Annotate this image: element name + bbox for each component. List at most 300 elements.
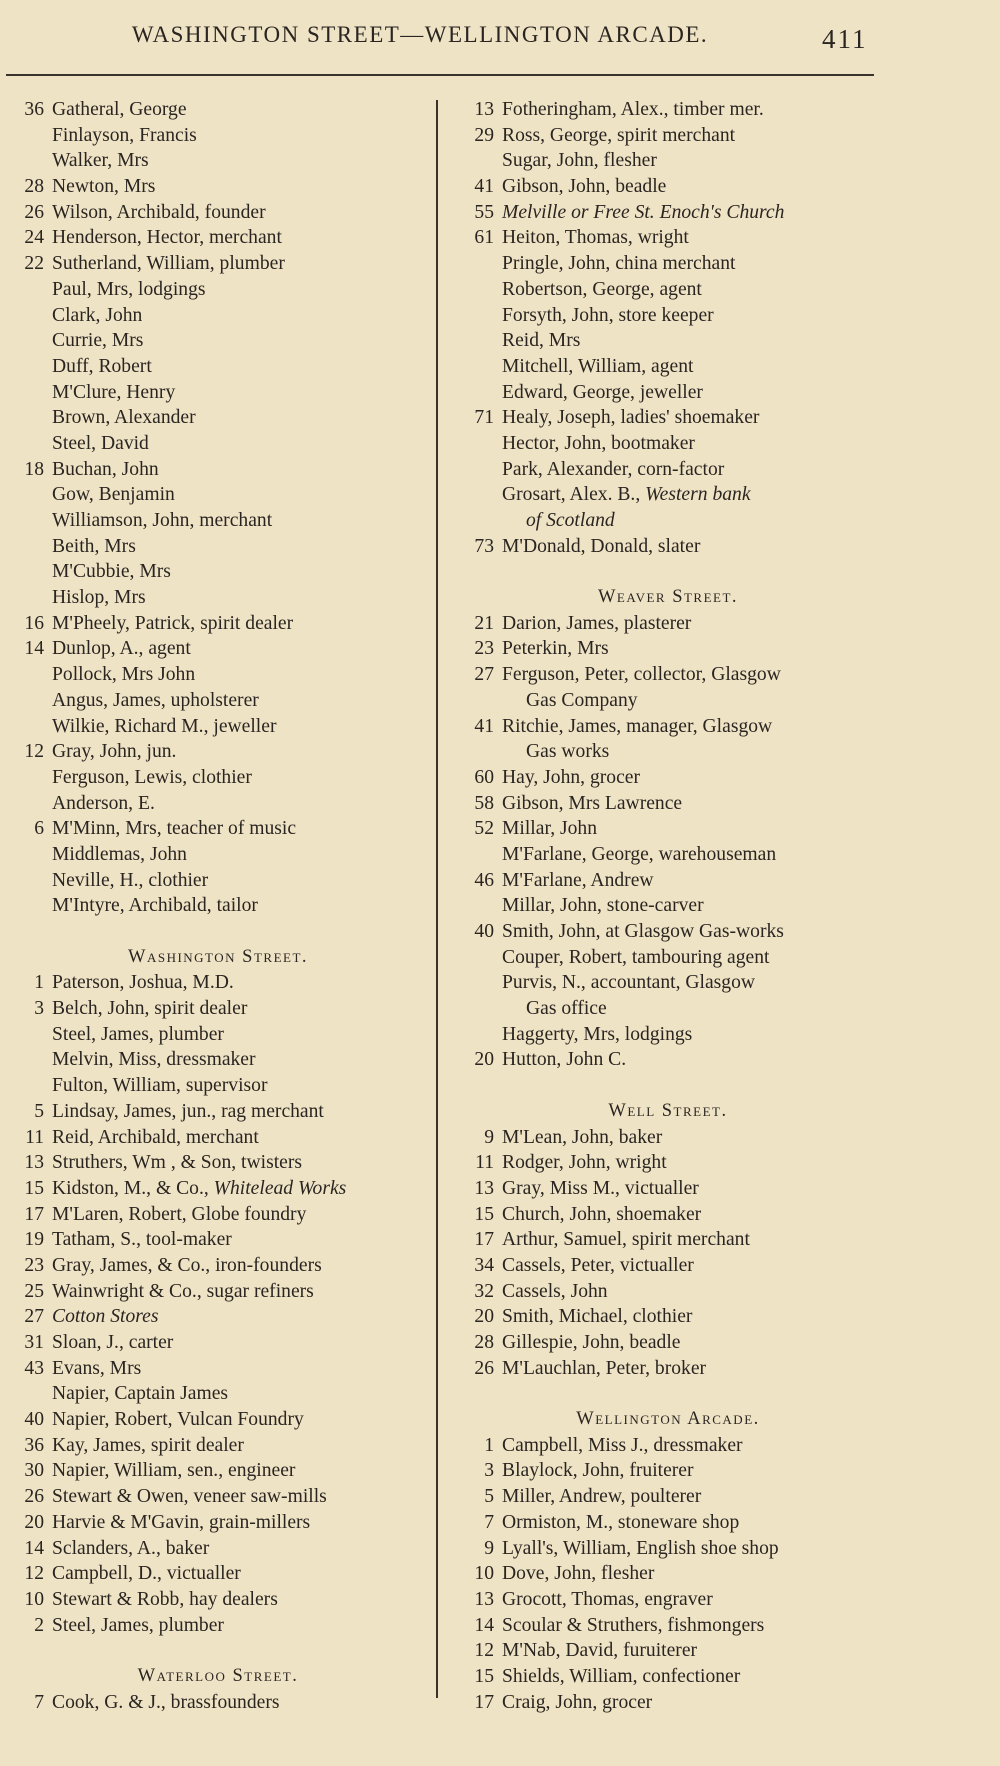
- entry-name: Park, Alexander, corn-factor: [502, 458, 725, 480]
- spacer: [458, 559, 878, 585]
- directory-entry: [458, 1227, 878, 1253]
- directory-entry: [8, 1202, 428, 1228]
- house-number: [8, 303, 44, 329]
- house-number: 27: [474, 664, 494, 686]
- entry-text: [494, 328, 580, 354]
- house-number: 36: [24, 99, 44, 120]
- entry-name: Forsyth, John, store keeper: [502, 304, 714, 326]
- house-number: 16: [24, 612, 44, 634]
- house-number: 14: [24, 638, 44, 660]
- entry-text: [44, 174, 155, 200]
- house-number: [458, 328, 494, 354]
- house-number: 40: [24, 1409, 44, 1431]
- entry-continuation: [458, 996, 878, 1022]
- house-number: 13: [474, 99, 494, 120]
- entry-continuation: [458, 508, 878, 534]
- entry-text: [494, 1664, 740, 1690]
- entry-text: [44, 893, 258, 919]
- house-number: [8, 431, 44, 457]
- entry-text: [44, 714, 276, 740]
- entry-name: M'Laren, Robert, Globe foundry: [52, 1203, 307, 1225]
- entry-name: Gow, Benjamin: [52, 484, 175, 506]
- entry-text: [44, 1125, 259, 1151]
- directory-entry: [458, 1253, 878, 1279]
- entry-text: [44, 1047, 256, 1073]
- entry-name: Haggerty, Mrs, lodgings: [502, 1023, 693, 1045]
- house-number: 10: [474, 1563, 494, 1585]
- directory-entry: [8, 893, 428, 919]
- directory-entry: [458, 380, 878, 406]
- house-number: [8, 482, 44, 508]
- house-number: [8, 688, 44, 714]
- entry-continuation: [458, 739, 878, 765]
- entry-text: [494, 945, 769, 971]
- entry-text: [494, 405, 759, 431]
- entry-name: Currie, Mrs: [52, 330, 144, 352]
- house-number: 30: [24, 1460, 44, 1482]
- house-number: 60: [474, 766, 494, 788]
- house-number: [458, 842, 494, 868]
- entry-text: [494, 868, 654, 894]
- entry-text: [44, 791, 155, 817]
- entry-text: [494, 893, 704, 919]
- directory-entry: [458, 148, 878, 174]
- entry-name: Wilson, Archibald, founder: [52, 201, 266, 223]
- entry-text: [44, 1022, 224, 1048]
- entry-text: [494, 1484, 701, 1510]
- directory-entry: [8, 1150, 428, 1176]
- house-number: 58: [474, 792, 494, 814]
- house-number: [458, 688, 494, 714]
- directory-entry: [458, 328, 878, 354]
- house-number: [458, 945, 494, 971]
- directory-entry: [8, 1047, 428, 1073]
- directory-entry: [458, 919, 878, 945]
- spacer: [458, 1381, 878, 1407]
- directory-entry: [458, 765, 878, 791]
- entry-name: Church, John, shoemaker: [502, 1203, 702, 1225]
- house-number: [8, 148, 44, 174]
- entry-text: [44, 1176, 346, 1202]
- entry-name: Cassels, John: [502, 1280, 608, 1302]
- house-number: 18: [24, 458, 44, 480]
- directory-entry: [458, 251, 878, 277]
- entry-name: Sugar, John, flesher: [502, 150, 657, 172]
- entry-text: [494, 482, 751, 508]
- entry-name: M'Lauchlan, Peter, broker: [502, 1357, 707, 1379]
- entry-name: Ormiston, M., stoneware shop: [502, 1511, 740, 1533]
- entry-text: [494, 1304, 692, 1330]
- house-number: [8, 354, 44, 380]
- entry-name: Steel, David: [52, 432, 149, 454]
- entry-text: [44, 200, 266, 226]
- directory-entry: [458, 945, 878, 971]
- entry-text: [44, 816, 296, 842]
- directory-entry: [8, 97, 428, 123]
- entry-name: Hislop, Mrs: [52, 587, 146, 609]
- directory-entry: [458, 1458, 878, 1484]
- directory-entry: [458, 482, 878, 508]
- house-number: 17: [474, 1229, 494, 1251]
- entry-name: Henderson, Hector, merchant: [52, 227, 282, 249]
- entry-text: [44, 662, 195, 688]
- entry-name: Williamson, John, merchant: [52, 510, 273, 531]
- entry-name: Darion, James, plasterer: [502, 612, 692, 634]
- entry-name: Gas works: [526, 741, 610, 763]
- entry-text: [44, 482, 175, 508]
- header-rule: [6, 74, 874, 76]
- entry-name: Healy, Joseph, ladies' shoemaker: [502, 407, 760, 429]
- house-number: [8, 1381, 44, 1407]
- directory-entry: [8, 996, 428, 1022]
- entry-text: [44, 1150, 302, 1176]
- house-number: [8, 1022, 44, 1048]
- entry-name: Blaylock, John, fruiterer: [502, 1460, 694, 1482]
- entry-text: [44, 534, 136, 560]
- entry-text: [44, 1304, 159, 1330]
- entry-name: M'Intyre, Archibald, tailor: [52, 895, 258, 917]
- house-number: 41: [474, 176, 494, 198]
- entry-text: [494, 970, 755, 996]
- directory-entry: [458, 1561, 878, 1587]
- directory-entry: [8, 585, 428, 611]
- entry-name: Neville, H., clothier: [52, 869, 209, 891]
- house-number: [8, 405, 44, 431]
- entry-name: Beith, Mrs: [52, 535, 136, 557]
- entry-text: [494, 225, 689, 251]
- directory-entry: [8, 380, 428, 406]
- entry-name: Hector, John, bootmaker: [502, 432, 695, 454]
- directory-entry: [458, 842, 878, 868]
- entry-text: [44, 354, 152, 380]
- entry-text: [494, 1690, 652, 1716]
- entry-name: Paterson, Joshua, M.D.: [52, 972, 234, 994]
- spacer: [8, 919, 428, 945]
- entry-name: Scoular & Struthers, fishmongers: [502, 1614, 765, 1636]
- entry-text: [44, 1613, 224, 1639]
- directory-entry: [458, 791, 878, 817]
- directory-entry: [8, 534, 428, 560]
- entry-text: [494, 251, 735, 277]
- directory-entry: [458, 1304, 878, 1330]
- house-number: 36: [24, 1434, 44, 1456]
- directory-entry: [8, 405, 428, 431]
- house-number: [458, 508, 494, 534]
- entry-text: [44, 868, 208, 894]
- house-number: [458, 148, 494, 174]
- directory-entry: [8, 1073, 428, 1099]
- house-number: [458, 251, 494, 277]
- directory-entry: [458, 1638, 878, 1664]
- entry-name: Gibson, John, beadle: [502, 176, 667, 198]
- entry-name: Campbell, D., victualler: [52, 1563, 241, 1585]
- entry-name: Anderson, E.: [52, 792, 155, 814]
- directory-entry: [8, 508, 428, 534]
- entry-text: [44, 1407, 304, 1433]
- spacer: [458, 1073, 878, 1099]
- entry-name: M'Donald, Donald, slater: [502, 535, 701, 557]
- directory-entry: [8, 1125, 428, 1151]
- spacer: [8, 1638, 428, 1664]
- entry-name: Robertson, George, agent: [502, 278, 702, 300]
- house-number: [8, 277, 44, 303]
- entry-name: Angus, James, upholsterer: [52, 689, 259, 711]
- directory-entry: [8, 1099, 428, 1125]
- entry-text: [494, 842, 776, 868]
- entry-text: [44, 559, 171, 585]
- entry-name: Gatheral, George: [52, 99, 187, 120]
- entry-text: [44, 739, 176, 765]
- entry-text: [494, 123, 735, 149]
- directory-entry: [8, 277, 428, 303]
- directory-entry: [458, 405, 878, 431]
- directory-entry: [8, 636, 428, 662]
- running-title: WASHINGTON STREET—WELLINGTON ARCADE.: [131, 22, 709, 47]
- house-number: [8, 893, 44, 919]
- entry-name: Craig, John, grocer: [502, 1691, 653, 1713]
- house-number: 17: [24, 1203, 44, 1225]
- entry-name: Ross, George, spirit merchant: [502, 124, 736, 146]
- entry-name: Stewart & Owen, veneer saw-mills: [52, 1486, 327, 1508]
- entry-name: Brown, Alexander: [52, 407, 196, 429]
- entry-text: [494, 1330, 680, 1356]
- entry-name: Duff, Robert: [52, 355, 152, 377]
- directory-entry: [458, 1022, 878, 1048]
- house-number: 23: [474, 638, 494, 660]
- house-number: 20: [474, 1306, 494, 1328]
- house-number: 7: [484, 1511, 494, 1533]
- entry-text: [44, 1484, 327, 1510]
- house-number: [458, 354, 494, 380]
- directory-entry: [458, 277, 878, 303]
- entry-text: [494, 380, 703, 406]
- street-heading: Weaver Street.: [597, 587, 739, 608]
- house-number: 9: [484, 1126, 494, 1148]
- entry-name: Smith, John, at Glasgow Gas-works: [502, 921, 784, 942]
- directory-entry: [8, 868, 428, 894]
- house-number: [8, 559, 44, 585]
- entry-text: [494, 1253, 694, 1279]
- house-number: 43: [24, 1357, 44, 1379]
- entry-text: [44, 405, 196, 431]
- entry-name: Gibson, Mrs Lawrence: [502, 792, 683, 814]
- house-number: 12: [24, 1563, 44, 1585]
- house-number: 34: [474, 1254, 494, 1276]
- entry-text: [494, 611, 691, 637]
- entry-name: Gray, Miss M., victualler: [502, 1177, 699, 1199]
- entry-name: Wilkie, Richard M., jeweller: [52, 715, 277, 737]
- entry-italic: Melville or Free St. Enoch's Church: [502, 201, 785, 223]
- directory-entry: [8, 739, 428, 765]
- entry-text: [494, 662, 781, 688]
- entry-text: [44, 1561, 241, 1587]
- house-number: 15: [474, 1665, 494, 1687]
- directory-entry: [458, 636, 878, 662]
- directory-entry: [8, 148, 428, 174]
- directory-entry: [458, 1047, 878, 1073]
- entry-name: Millar, John: [502, 818, 598, 840]
- entry-name: Heiton, Thomas, wright: [502, 227, 689, 249]
- entry-text: [494, 1510, 739, 1536]
- entry-name: Stewart & Robb, hay dealers: [52, 1588, 278, 1610]
- directory-entry: [8, 611, 428, 637]
- entry-text: [494, 996, 607, 1022]
- house-number: 3: [484, 1460, 494, 1482]
- entry-name: Wainwright & Co., sugar refiners: [52, 1280, 314, 1302]
- directory-entry: [458, 1176, 878, 1202]
- entry-text: [44, 251, 285, 277]
- entry-text: [494, 148, 657, 174]
- house-number: 19: [24, 1229, 44, 1251]
- directory-entry: [8, 303, 428, 329]
- entry-text: [494, 1613, 764, 1639]
- directory-entry: [8, 1304, 428, 1330]
- entry-name: Cook, G. & J., brassfounders: [52, 1691, 280, 1713]
- entry-name: Pringle, John, china merchant: [502, 253, 736, 275]
- entry-text: [494, 636, 609, 662]
- entry-text: [494, 1536, 779, 1562]
- entry-text: [494, 534, 700, 560]
- directory-entry: [458, 354, 878, 380]
- entry-name: Gas office: [526, 998, 607, 1020]
- entry-name: Miller, Andrew, poulterer: [502, 1486, 702, 1508]
- house-number: [8, 508, 44, 534]
- directory-entry: [458, 1356, 878, 1382]
- entry-name: Ritchie, James, manager, Glasgow: [502, 715, 773, 737]
- house-number: 27: [24, 1306, 44, 1328]
- entry-text: [44, 1510, 310, 1536]
- entry-name: Hutton, John C.: [502, 1049, 627, 1071]
- entry-name: Sclanders, A., baker: [52, 1537, 210, 1559]
- directory-entry: [458, 225, 878, 251]
- entry-text: [44, 1099, 324, 1125]
- entry-text: [44, 842, 187, 868]
- entry-text: [494, 765, 640, 791]
- directory-entry: [458, 534, 878, 560]
- house-number: [8, 1073, 44, 1099]
- house-number: 26: [24, 201, 44, 223]
- house-number: 20: [24, 1511, 44, 1533]
- house-number: 11: [25, 1126, 44, 1148]
- entry-text: [494, 1561, 654, 1587]
- entry-name: Tatham, S., tool-maker: [52, 1229, 232, 1251]
- directory-entry: [8, 1561, 428, 1587]
- entry-text: [44, 457, 159, 483]
- house-number: [458, 1022, 494, 1048]
- entry-text: [44, 508, 272, 534]
- directory-entry: [458, 1664, 878, 1690]
- entry-text: [494, 457, 724, 483]
- entry-name: Steel, James, plumber: [52, 1614, 224, 1636]
- entry-name: Kay, James, spirit dealer: [52, 1434, 244, 1456]
- directory-entry: [458, 1587, 878, 1613]
- entry-name: Gas Company: [526, 689, 638, 711]
- house-number: 15: [474, 1203, 494, 1225]
- directory-entry: [8, 354, 428, 380]
- entry-text: [494, 1176, 699, 1202]
- entry-text: [494, 1047, 626, 1073]
- house-number: 17: [474, 1691, 494, 1713]
- entry-text: [494, 1638, 697, 1664]
- entry-text: [494, 277, 702, 303]
- house-number: 13: [474, 1177, 494, 1199]
- house-number: [8, 1047, 44, 1073]
- entry-name: Ferguson, Lewis, clothier: [52, 766, 252, 788]
- entry-name: Grocott, Thomas, engraver: [502, 1588, 713, 1610]
- entry-text: [44, 123, 197, 149]
- entry-name: Campbell, Miss J., dressmaker: [502, 1434, 743, 1456]
- directory-entry: [8, 765, 428, 791]
- house-number: 26: [24, 1486, 44, 1508]
- house-number: [458, 277, 494, 303]
- entry-text: [44, 328, 143, 354]
- house-number: 29: [474, 124, 494, 146]
- entry-name: M'Pheely, Patrick, spirit dealer: [52, 612, 294, 634]
- house-number: [8, 765, 44, 791]
- directory-entry: [8, 791, 428, 817]
- right-column: [458, 97, 878, 1715]
- house-number: 25: [24, 1280, 44, 1302]
- entry-name: Napier, Captain James: [52, 1383, 229, 1405]
- directory-entry: [458, 123, 878, 149]
- house-number: 7: [34, 1691, 44, 1713]
- entry-text: [44, 970, 234, 996]
- entry-text: [494, 1458, 694, 1484]
- entry-text: [494, 791, 682, 817]
- directory-entry: [8, 1330, 428, 1356]
- entry-text: [44, 1433, 244, 1459]
- directory-entry: [458, 1150, 878, 1176]
- house-number: [8, 380, 44, 406]
- entry-text: [44, 1073, 267, 1099]
- entry-text: [44, 1587, 278, 1613]
- left-column: [8, 97, 428, 1715]
- entry-text: [44, 1536, 209, 1562]
- directory-entry: [8, 559, 428, 585]
- entry-text: [44, 765, 252, 791]
- directory-entry: [8, 1587, 428, 1613]
- entry-text: [494, 688, 638, 714]
- house-number: 41: [474, 715, 494, 737]
- house-number: [8, 868, 44, 894]
- house-number: [8, 123, 44, 149]
- directory-entry: [8, 842, 428, 868]
- entry-text: [494, 1022, 692, 1048]
- entry-name: M'Nab, David, furuiterer: [502, 1640, 698, 1662]
- entry-text: [44, 1356, 141, 1382]
- entry-text: [44, 97, 187, 123]
- entry-text: [44, 585, 146, 611]
- house-number: 40: [474, 921, 494, 942]
- entry-name: Peterkin, Mrs: [502, 638, 609, 660]
- directory-entry: [8, 1227, 428, 1253]
- directory-entry: [458, 1484, 878, 1510]
- directory-entry: [8, 1407, 428, 1433]
- directory-entry: [8, 457, 428, 483]
- entry-name: Evans, Mrs: [52, 1357, 142, 1379]
- entry-name: M'Cubbie, Mrs: [52, 561, 171, 583]
- entry-text: [494, 354, 693, 380]
- house-number: [458, 739, 494, 765]
- house-number: 20: [474, 1049, 494, 1071]
- entry-text: [44, 1330, 173, 1356]
- house-number: 61: [474, 227, 494, 249]
- house-number: 71: [474, 407, 494, 429]
- house-number: [8, 534, 44, 560]
- entry-name: M'Clure, Henry: [52, 381, 176, 403]
- directory-entry: [458, 1510, 878, 1536]
- entry-text: [44, 277, 206, 303]
